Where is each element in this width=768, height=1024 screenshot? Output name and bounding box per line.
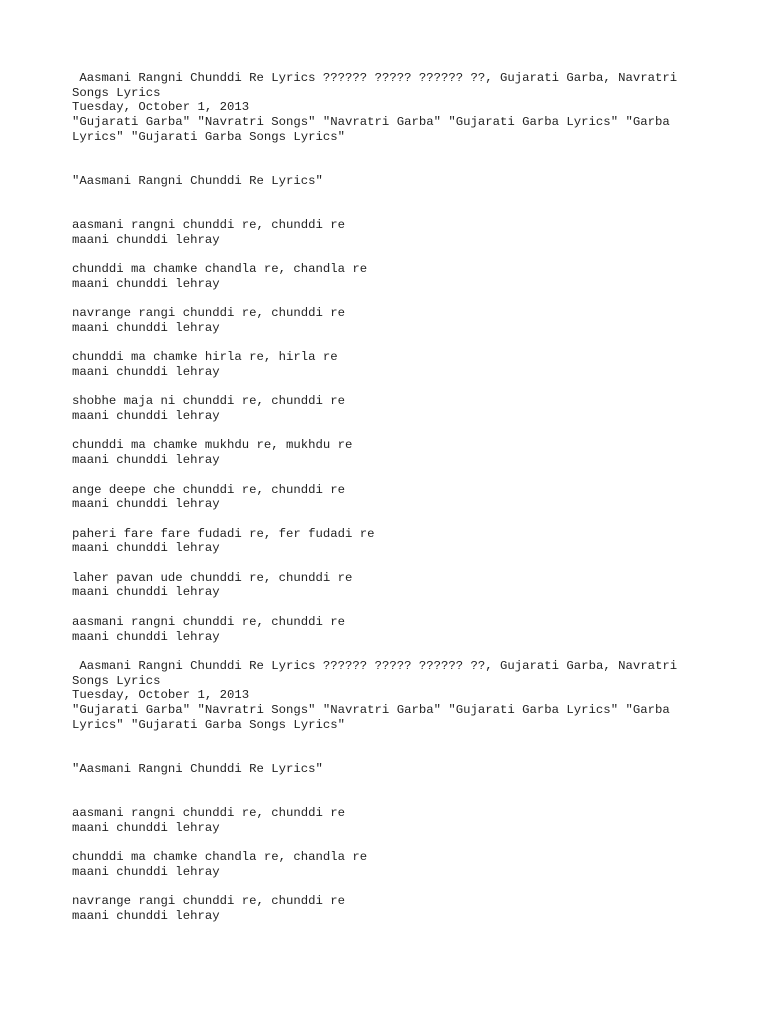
lyric-line: maani chunddi lehray bbox=[72, 232, 220, 247]
post-header: Aasmani Rangni Chunddi Re Lyrics ?????? ????? ?????? ??, Gujarati Garba, Navratri Songs Lyrics bbox=[72, 658, 685, 688]
lyrics-stanza bbox=[72, 394, 708, 423]
lyric-line: maani chunddi lehray bbox=[72, 409, 220, 424]
lyric-line: paheri fare fare fudadi re, fer fudadi re bbox=[72, 526, 375, 541]
post-meta bbox=[72, 659, 708, 733]
lyric-line: maani chunddi lehray bbox=[72, 864, 220, 879]
lyric-line: maani chunddi lehray bbox=[72, 276, 220, 291]
lyric-line: maani chunddi lehray bbox=[72, 629, 220, 644]
lyrics-stanza bbox=[72, 218, 708, 247]
lyric-line: navrange rangi chunddi re, chunddi re bbox=[72, 306, 346, 321]
lyrics-stanza bbox=[72, 262, 708, 291]
lyrics-stanza bbox=[72, 527, 708, 556]
song-title: "Aasmani Rangni Chunddi Re Lyrics" bbox=[72, 173, 323, 188]
post-tags: "Gujarati Garba" "Navratri Songs" "Navratri Garba" "Gujarati Garba Lyrics" "Garba Lyrics" "Gujarati Garba Songs Lyrics" bbox=[72, 115, 678, 144]
lyrics-stanza bbox=[72, 894, 708, 923]
lyric-line: maani chunddi lehray bbox=[72, 453, 220, 468]
lyric-line: maani chunddi lehray bbox=[72, 541, 220, 556]
lyric-line: maani chunddi lehray bbox=[72, 585, 220, 600]
lyric-line: laher pavan ude chunddi re, chunddi re bbox=[72, 570, 353, 585]
lyrics-stanza bbox=[72, 306, 708, 335]
lyrics-stanza bbox=[72, 350, 708, 379]
lyric-line: chunddi ma chamke mukhdu re, mukhdu re bbox=[72, 438, 353, 453]
lyrics-section bbox=[72, 71, 708, 644]
lyric-line: chunddi ma chamke chandla re, chandla re bbox=[72, 850, 368, 865]
lyric-line: maani chunddi lehray bbox=[72, 320, 220, 335]
spacer bbox=[72, 777, 708, 806]
post-meta bbox=[72, 71, 708, 145]
lyric-line: shobhe maja ni chunddi re, chunddi re bbox=[72, 394, 346, 409]
lyric-line: ange deepe che chunddi re, chunddi re bbox=[72, 482, 346, 497]
lyric-line: maani chunddi lehray bbox=[72, 908, 220, 923]
lyrics-stanza bbox=[72, 806, 708, 835]
lyrics-stanza bbox=[72, 850, 708, 879]
lyric-line: aasmani rangni chunddi re, chunddi re bbox=[72, 805, 346, 820]
lyric-line: maani chunddi lehray bbox=[72, 820, 220, 835]
lyrics-stanza bbox=[72, 438, 708, 467]
lyrics-stanza bbox=[72, 483, 708, 512]
lyric-line: navrange rangi chunddi re, chunddi re bbox=[72, 894, 346, 909]
spacer bbox=[72, 189, 708, 218]
lyrics-stanza bbox=[72, 615, 708, 644]
song-title: "Aasmani Rangni Chunddi Re Lyrics" bbox=[72, 761, 323, 776]
lyrics-section bbox=[72, 659, 708, 924]
lyric-line: chunddi ma chamke chandla re, chandla re bbox=[72, 262, 368, 277]
spacer bbox=[72, 145, 708, 174]
lyric-line: aasmani rangni chunddi re, chunddi re bbox=[72, 614, 346, 629]
lyric-line: aasmani rangni chunddi re, chunddi re bbox=[72, 218, 346, 232]
post-header: Aasmani Rangni Chunddi Re Lyrics ?????? ????? ?????? ??, Gujarati Garba, Navratri Songs Lyrics bbox=[72, 71, 685, 100]
post-date: Tuesday, October 1, 2013 bbox=[72, 100, 250, 115]
spacer bbox=[72, 732, 708, 761]
post-tags: "Gujarati Garba" "Navratri Songs" "Navratri Garba" "Gujarati Garba Lyrics" "Garba Lyrics" "Gujarati Garba Songs Lyrics" bbox=[72, 703, 678, 732]
post-date: Tuesday, October 1, 2013 bbox=[72, 688, 250, 703]
lyric-line: maani chunddi lehray bbox=[72, 497, 220, 512]
lyrics-stanza bbox=[72, 571, 708, 600]
lyric-line: chunddi ma chamke hirla re, hirla re bbox=[72, 350, 338, 365]
lyric-line: maani chunddi lehray bbox=[72, 364, 220, 379]
